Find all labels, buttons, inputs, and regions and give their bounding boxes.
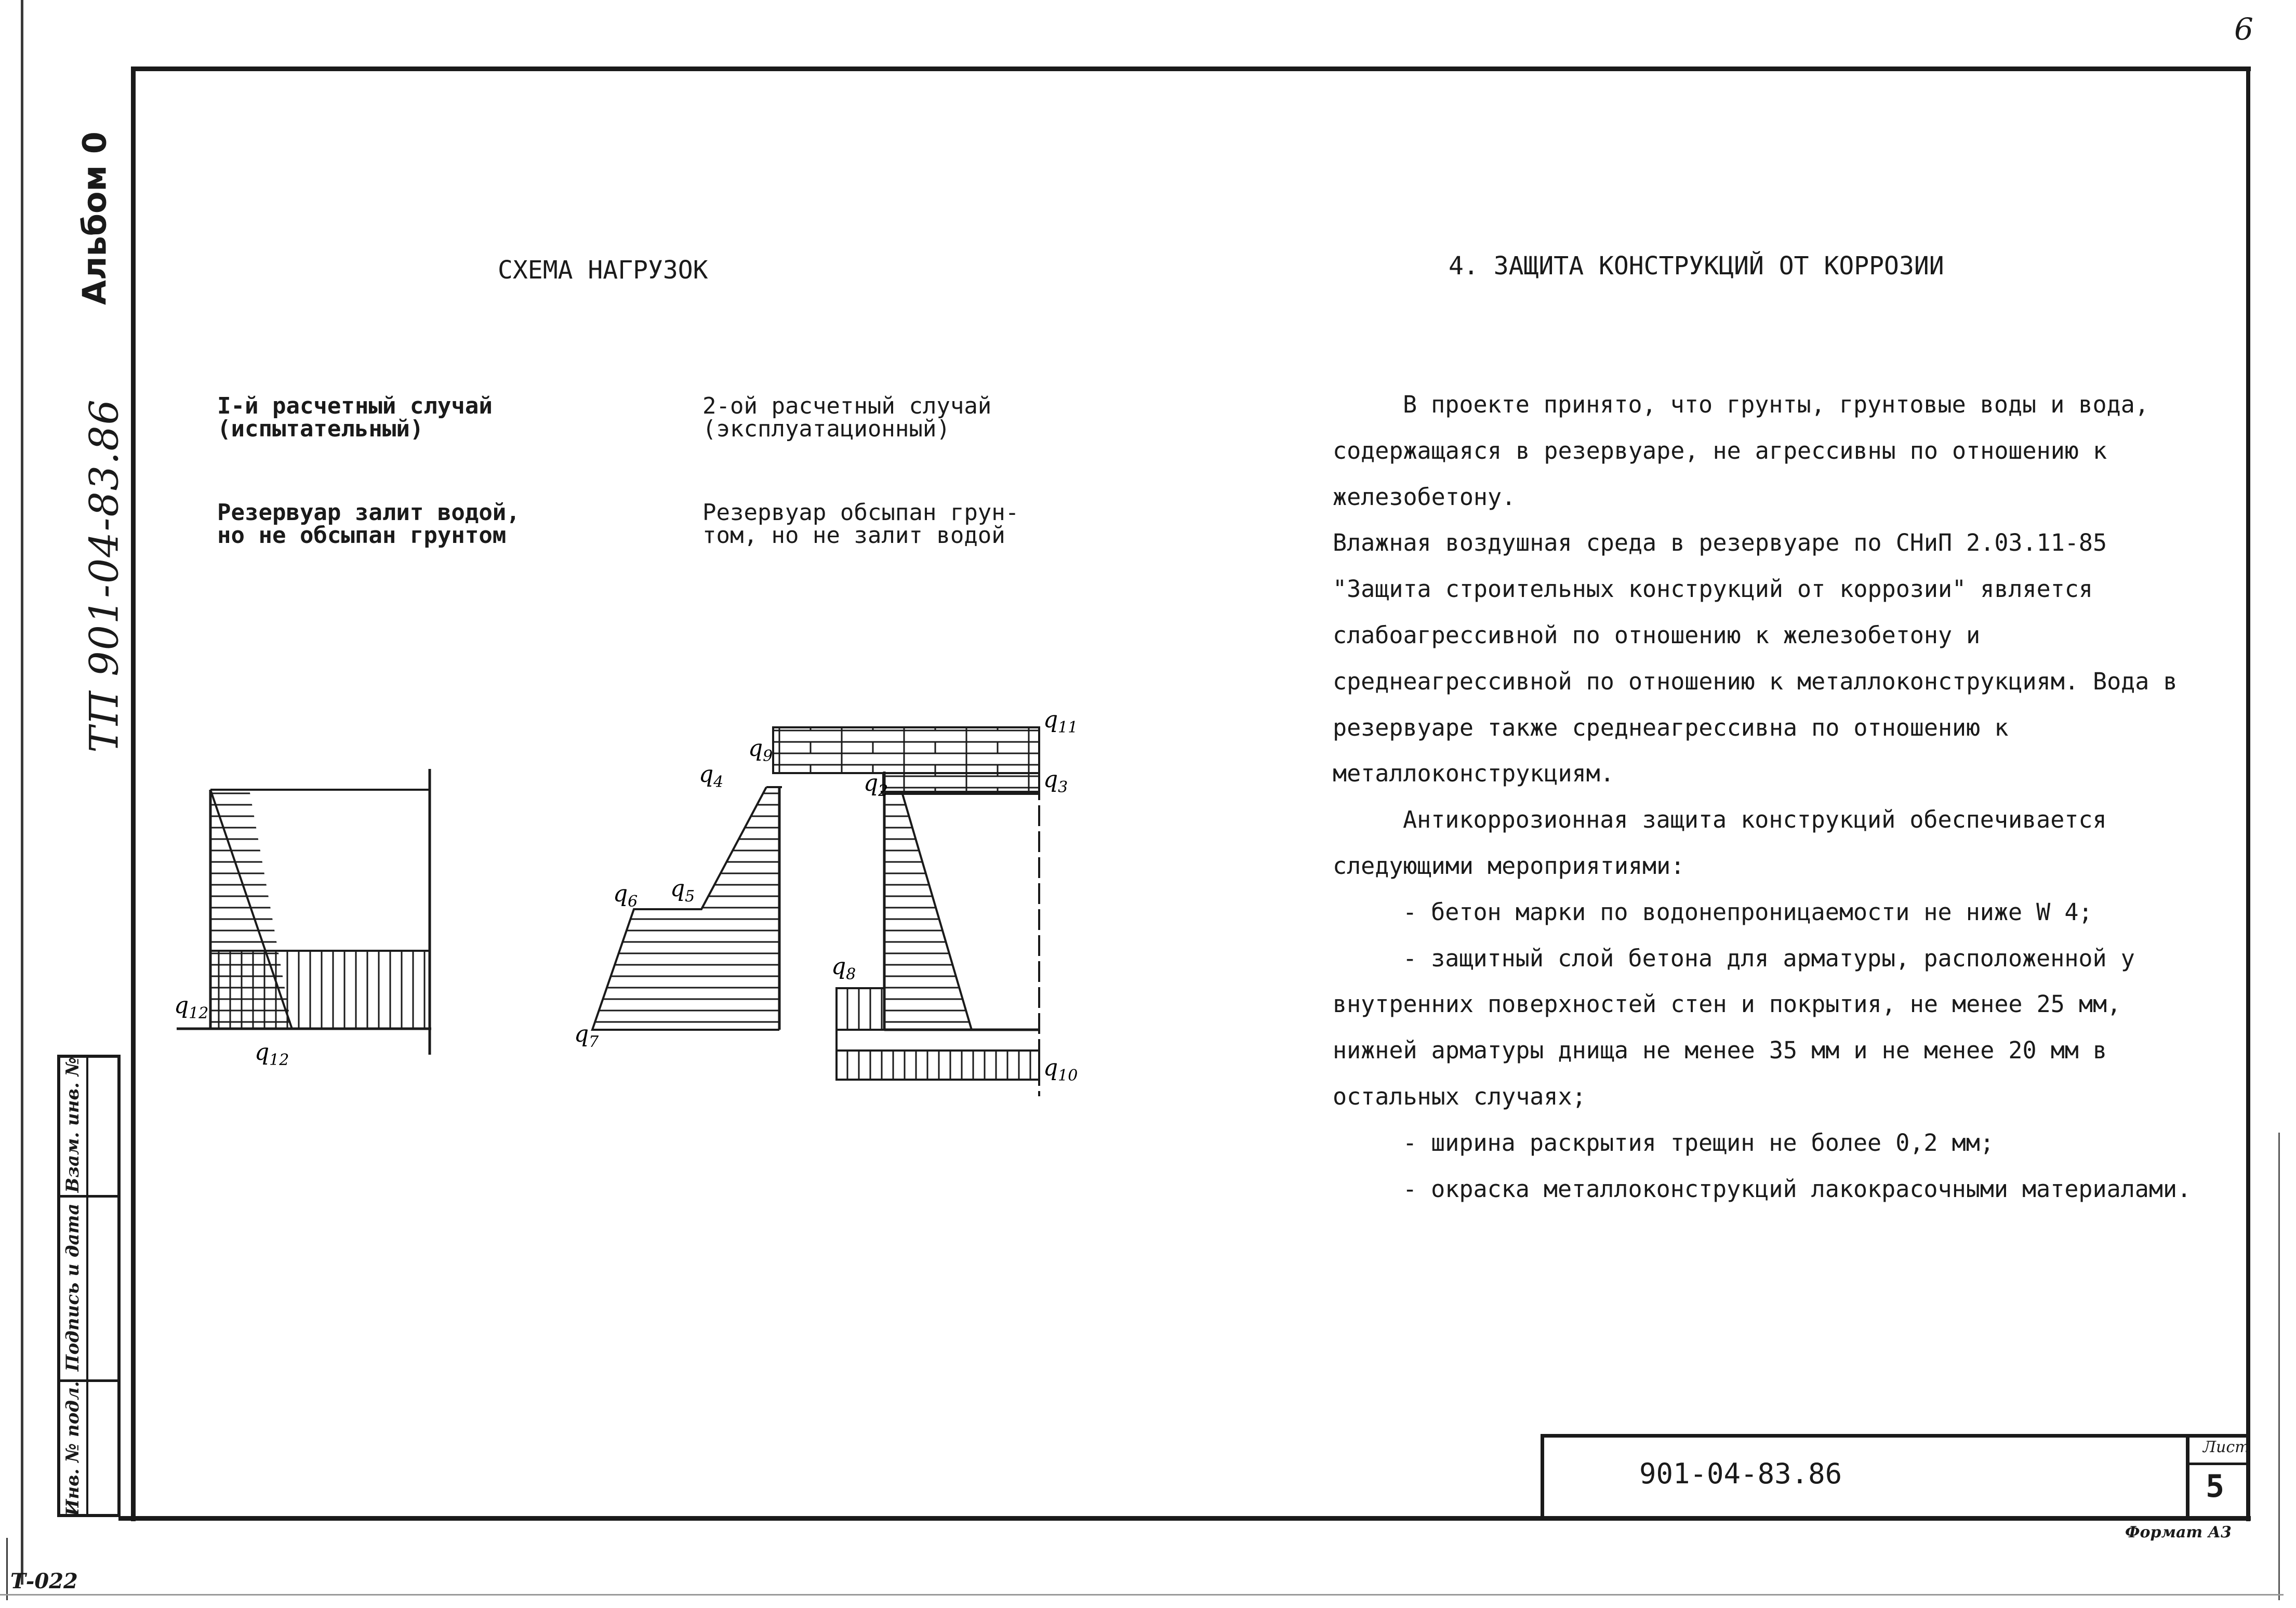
corrosion-text <box>1333 382 2216 1212</box>
binding-line <box>21 0 23 1585</box>
frame-top-border <box>131 67 2251 71</box>
case2-title <box>702 395 991 441</box>
title-block-separator <box>2186 1434 2189 1520</box>
case2-description <box>702 501 1019 547</box>
q5-label: $q_5$ <box>670 875 695 906</box>
sheet-corner-number: 6 <box>2234 11 2253 47</box>
case1-description <box>217 501 520 547</box>
case2-title-line2: (эксплуатационный) <box>702 416 950 442</box>
q7-label: $q_7$ <box>574 1021 599 1051</box>
case2-right-diagram <box>773 727 1039 1096</box>
corrosion-paragraph-2: Влажная воздушная среда в резервуаре по СНиП 2.03.11-85 "Защита строительных конструкций от коррозии" является слабоагрессивной по отношению к железобетону и среднеагрессивной по отношению к металлоконструкциям. Вода в резервуаре также среднеагрессивна по отношению к металлоконструкциям. <box>1333 529 2178 788</box>
case2-title-line1: 2-ой расчетный случай <box>702 393 992 419</box>
corrosion-list-item: - защитный слой бетона для арматуры, расположенной у внутренних поверхностей стен и покрытия, не менее 25 мм, нижней арматуры днища не менее 35 мм и не менее 20 мм в остальных случаях; <box>1333 944 2135 1110</box>
q2-label: $q_2$ <box>864 770 888 800</box>
stamp-field-replace-inv: Взам. инв. № <box>62 1057 83 1193</box>
q8-label: $q_8$ <box>831 953 856 984</box>
case2-desc-line2: том, но не залит водой <box>702 522 1005 549</box>
case1-title-line1: I-й расчетный случай <box>217 393 493 419</box>
q9-label: $q_9$ <box>748 735 773 765</box>
title-block-sheet-label: Лист <box>2203 1438 2250 1456</box>
case1-soil-hatch <box>294 951 430 1029</box>
frame-left-border <box>131 67 136 1521</box>
frame-right-border <box>2246 67 2250 1521</box>
q10-label: $q_{10}$ <box>1043 1055 1078 1085</box>
corrosion-list-item: - окраска металлоконструкций лакокрасочными материалами. <box>1403 1175 2192 1203</box>
stamp-divider <box>57 1195 121 1198</box>
q6-label: $q_6$ <box>613 881 638 911</box>
doc-code-vertical: ТП 901-04-83.86 <box>81 398 127 753</box>
case2-desc-line1: Резервуар обсыпан грун- <box>702 499 1019 526</box>
case1-title <box>217 395 493 441</box>
album-label: Альбом 0 <box>75 131 114 305</box>
case1-diagram <box>177 769 431 1055</box>
case1-grid-zone <box>210 951 294 1029</box>
title-block-code: 901-04-83.86 <box>1639 1457 1842 1490</box>
title-block-separator <box>2186 1463 2250 1465</box>
corrosion-section-title: 4. ЗАЩИТА КОНСТРУКЦИЙ ОТ КОРРОЗИИ <box>1449 251 1944 281</box>
case1-desc-line1: Резервуар залит водой, <box>217 499 520 526</box>
title-block-sheet-number: 5 <box>2206 1468 2225 1505</box>
corrosion-paragraph-1: В проекте принято, что грунты, грунтовые воды и вода, содержащаяся в резервуаре, не агрессивны по отношению к железобетону. <box>1333 391 2149 511</box>
q11-label: $q_{11}$ <box>1043 707 1078 737</box>
stamp-field-signature-date: Подпись и дата <box>62 1203 83 1372</box>
case2-left-diagram <box>592 787 782 1030</box>
load-scheme-title: СХЕМА НАГРУЗОК <box>498 256 708 285</box>
binding-line-short <box>6 1538 8 1600</box>
stamp-divider <box>86 1055 88 1517</box>
scan-edge-line <box>2278 1133 2280 1600</box>
sheet-base-line <box>0 1594 2284 1596</box>
corrosion-list-item: - бетон марки по водонепроницаемости не ниже W 4; <box>1403 898 2093 926</box>
format-label: Формат А3 <box>2125 1523 2232 1541</box>
case1-desc-line2: но не обсыпан грунтом <box>217 522 507 549</box>
q4-label: $q_4$ <box>699 761 724 791</box>
q3-label: $q_3$ <box>1043 766 1068 796</box>
corrosion-list-item: - ширина раскрытия трещин не более 0,2 мм; <box>1403 1128 1994 1157</box>
q12-bottom-label: $q_{12}$ <box>255 1039 289 1069</box>
load-diagrams <box>156 696 1143 1122</box>
q12-left-label: $q_{12}$ <box>174 992 209 1022</box>
stamp-field-original-inv: Инв. № подл. <box>62 1381 83 1516</box>
corner-code: Т-022 <box>10 1569 78 1593</box>
case1-title-line2: (испытательный) <box>217 416 424 442</box>
corrosion-paragraph-3: Антикоррозионная защита конструкций обеспечивается следующими мероприятиями: <box>1333 806 2107 880</box>
